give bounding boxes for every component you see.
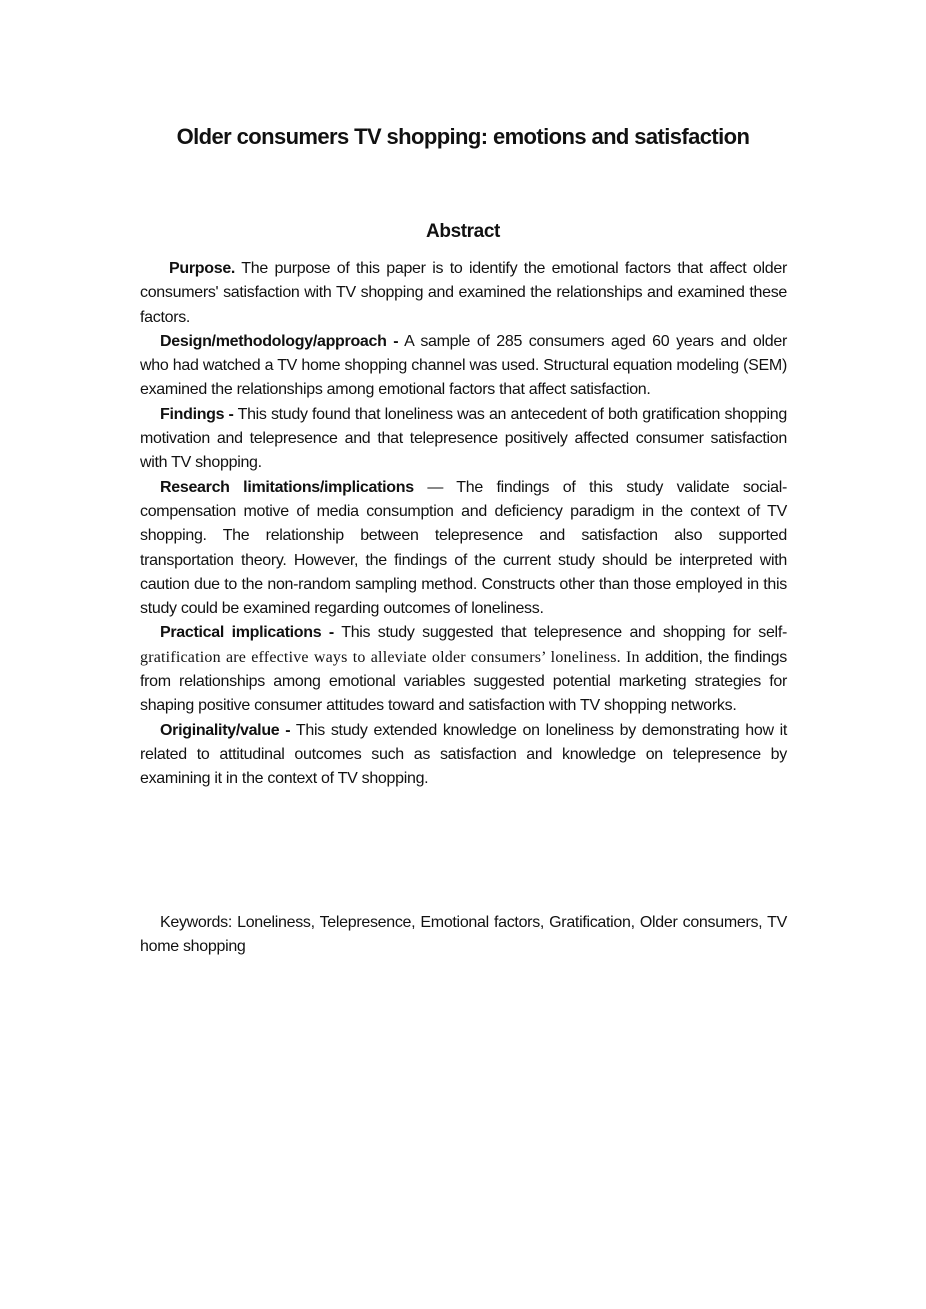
- research-label: Research limitations/implications: [160, 478, 414, 496]
- design-paragraph: [140, 330, 787, 403]
- practical-text-c: addition, the findings from relationships among emotional variables suggested potential marketing strategies for shaping positive consumer attitudes toward and satisfaction with TV shopping networks.: [140, 648, 787, 715]
- keywords: Keywords: Loneliness, Telepresence, Emotional factors, Gratification, Older consumers, TV home shopping: [140, 914, 787, 956]
- purpose-label: Purpose.: [169, 260, 236, 277]
- abstract-body: [140, 257, 787, 792]
- practical-text-a: This study suggested that telepresence and shopping for self-: [333, 624, 787, 642]
- findings-paragraph: [140, 403, 787, 476]
- originality-paragraph: [140, 719, 787, 792]
- findings-text: This study found that loneliness was an antecedent of both gratification shopping motivation and telepresence and that telepresence positively affected consumer satisfaction with TV shopping.: [140, 405, 787, 472]
- originality-text: This study extended knowledge on loneliness by demonstrating how it related to attitudinal outcomes such as satisfaction and knowledge on telepresence by examining it in the context of TV shopping.: [140, 721, 787, 788]
- design-text: A sample of 285 consumers aged 60 years and older who had watched a TV home shopping channel was used. Structural equation modeling (SEM) examined the relationships among emotional factors that affect satisfaction.: [140, 332, 787, 399]
- paper-title: Older consumers TV shopping: emotions and satisfaction: [176, 124, 750, 149]
- research-paragraph: [140, 476, 787, 622]
- practical-paragraph: [140, 621, 787, 718]
- practical-text-b: gratification are effective ways to alleviate older consumers’ loneliness. In: [140, 648, 640, 666]
- abstract-heading: Abstract: [426, 221, 500, 242]
- practical-label: Practical implications -: [160, 624, 334, 642]
- purpose-text: The purpose of this paper is to identify the emotional factors that affect older consumers' satisfaction with TV shopping and examined the relationships and examined these factors.: [140, 260, 787, 326]
- purpose-paragraph: [140, 257, 787, 330]
- findings-label: Findings -: [160, 405, 234, 423]
- design-label: Design/methodology/approach -: [160, 332, 399, 350]
- originality-label: Originality/value -: [160, 721, 291, 739]
- research-text: — The findings of this study validate social-compensation motive of media consumption and deficiency paradigm in the context of TV shopping. The relationship between telepresence and satisfaction also supported transportation theory. However, the findings of the current study should be interpreted with caution due to the non-random sampling method. Constructs other than those employed in this study could be examined regarding outcomes of loneliness.: [140, 478, 787, 618]
